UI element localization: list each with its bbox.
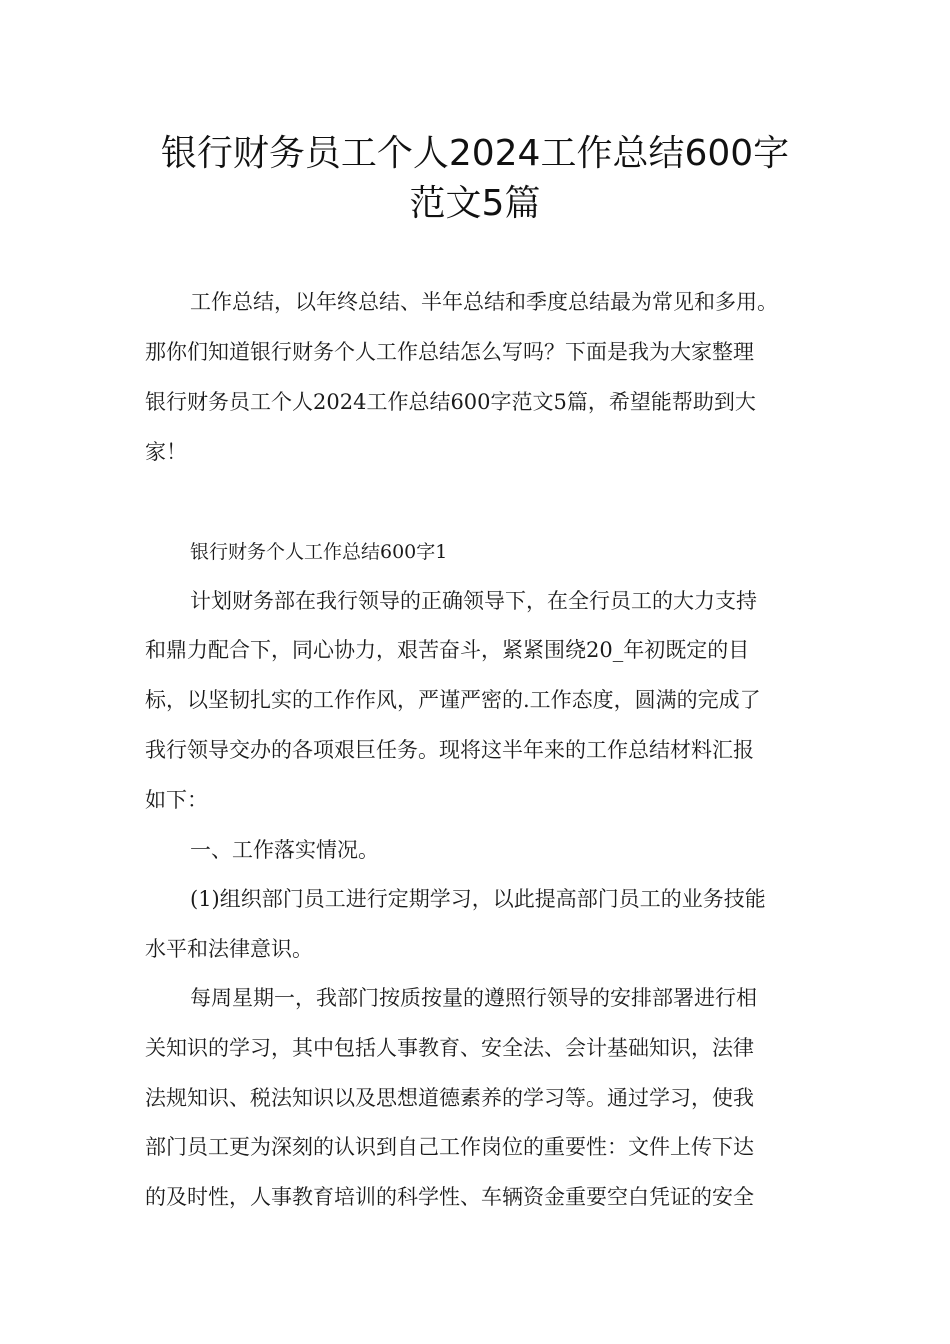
paragraph-line: 关知识的学习，其中包括人事教育、安全法、会计基础知识，法律 [145,1036,754,1060]
paragraph-line: 如下： [145,788,208,812]
intro-line: 银行财务员工个人2024工作总结600字范文5篇，希望能帮助到大 [145,390,756,414]
document-title-line-2: 范文5篇 [409,183,541,224]
document-title-line-1: 银行财务员工个人2024工作总结600字 [160,133,790,174]
paragraph-line: 部门员工更为深刻的认识到自己工作岗位的重要性：文件上传下达 [145,1135,754,1159]
item-heading: 一、工作落实情况。 [190,838,379,862]
paragraph-line: 和鼎力配合下，同心协力，艰苦奋斗，紧紧围绕20_年初既定的目 [145,638,750,662]
intro-line: 工作总结，以年终总结、半年总结和季度总结最为常见和多用。 [190,290,778,314]
paragraph-line: 我行领导交办的各项艰巨任务。现将这半年来的工作总结材料汇报 [145,738,754,762]
intro-line: 家！ [145,440,187,464]
section-heading: 银行财务个人工作总结600字1 [190,541,448,563]
paragraph-line: (1)组织部门员工进行定期学习，以此提高部门员工的业务技能 [190,887,766,911]
paragraph-line: 的及时性，人事教育培训的科学性、车辆资金重要空白凭证的安全 [145,1185,754,1209]
intro-line: 那你们知道银行财务个人工作总结怎么写吗？下面是我为大家整理 [145,340,754,364]
paragraph-line: 计划财务部在我行领导的正确领导下，在全行员工的大力支持 [190,589,757,613]
paragraph-line: 水平和法律意识。 [145,937,313,961]
paragraph-line: 标，以坚韧扎实的工作作风，严谨严密的.工作态度，圆满的完成了 [145,688,761,712]
paragraph-line: 法规知识、税法知识以及思想道德素养的学习等。通过学习，使我 [145,1086,754,1110]
paragraph-line: 每周星期一，我部门按质按量的遵照行领导的安排部署进行相 [190,986,757,1010]
